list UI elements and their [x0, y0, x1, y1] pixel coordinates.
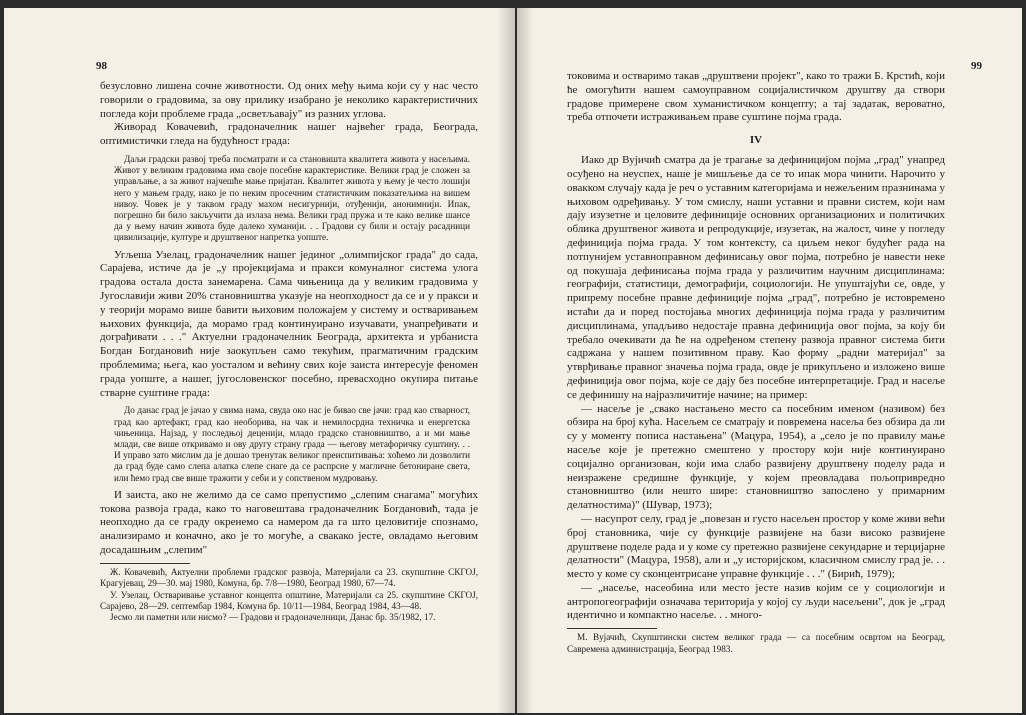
footnote: М. Вујачић, Скупштински систем великог града — са посебним освртом на Београд, Савремена администрација, Београд 1983. [567, 632, 945, 654]
left-page [4, 8, 515, 713]
definition-item: — насеље је „свако настањено место са посебним именом (називом) без обзира на број кућа. Насељем се сматрају и повремена насеља без обзира да ли су у моменту пописа настањена" (Мацура, 1954), а „село је по правилу мање насеље које је претежно смештено у простору који није континуирано социјално организован, који има слабо развијену друштвену поделу рада и неизражене средишне функције, у којем преовладава пољопривредно становништво (или нешто шире: становништво запослено у примарним делатностима)" (Шувар, 1973); [567, 402, 945, 512]
paragraph: Угљеша Узелац, градоначелник нашег јединог „олимпијског града" до сада, Сарајева, истиче да је „у пројекцијама и пракси комуналног система улога градова остала доста занемарена. Сама чињеница да у великим градовима у Југославији живи 20% становништва указује на неопходност да се и у пракси и у теорији морамо више бавити њиховим положајем у систему и остваривањем њихових функција, да морамо град континуирано изучавати, унапређивати и дограђивати . . ." Актуелни градоначелник Београда, архитекта и урбаниста Богдан Богдановић није заокупљен само текућим, прагматичним градским проблемима; њега, као уосталом и већину свих које заиста интересује феномен града уопште, а нашег, југословенског посебно, превасходно окупира питање стварне суштине града: [100, 248, 478, 399]
section-heading: IV [749, 134, 763, 147]
definition-item: — насупрот селу, град је „повезан и густо насељен простор у коме живи већи број становника, чије су функције развијене на бази високо развијене друштвене поделе рада и у коме су претежно развијене секундарне и терцијарне делатности" (Мацура, 1958), али и „у историјском, класичном смислу град је. . . место у коме су сконцентрисане управне функције . . ." (Бирић, 1979); [567, 512, 945, 581]
paragraph: Иако др Вујичић сматра да је трагање за дефиницијом појма „град" унапред осуђено на неуспех, наше је мишљење да се то ипак мора чинити. Нарочито у овакком случају када је реч о уставним категоријама и нежељеним празнинама у њиховом одређивању. У том смислу, наши уставни и правни систем, који нам дају изузетне и целовите дефиниције основних организационих и политичких облика друштвеног живота и репродукције, изузетак, на жалост, чине у погледу дефиниција појма града. У том контексту, са циљем неког будућег рада на потпунијем уставноправном дефинисању овог појма, потребно је навести неке од покушаја дефинисања појма града у различитим научним дисциплинама: географији, статистици, демографији, социологији. Не упуштајући се, овде, у припрему посебне правне дефиниције појма „град", потребно је истовремено истаћи да и поред постојања многих дефиниција појма града у различитим дисциплинама, упадљиво недостаје правна дефиниција овог појма, за коју би требало очекивати да ће на одређеном степену развоја правног система бити садржана у нашем позитивном праву. Као форму „радни материјал" за утврђивање правног значења појма града, овде је прикупљено и изложено више дефиниција овог појма, које се дају без посебне интерпретације. Град и насеље се дефинишу на најразличитије начине; на пример: [567, 154, 945, 401]
gutter-shadow [517, 8, 533, 713]
footnote: Ж. Ковачевић, Актуелни проблеми градског развоја, Материјали са 23. скупштине СКГОЈ, Крагујевац, 29—30. мај 1980, Комуна, бр. 7/8—1980, Београд 1980, 67—74. [100, 566, 478, 589]
quote-text: До данас град је јачао у свима нама, свуда око нас је бивао све јачи: град као стварност, град као артефакт, град као необорива, на чак и немилосрдна техничка и енергетска чињеница. Најзад, у последњој деценији, младо градско становништво, а и ми мање млади, све више откривамо и ову другу страну града — његову метафоричку суштину. . . И управо зато мислим да је дошао тренутак великог преиспитивања: хоћемо ли дозволити да град буде само слепа алатка слепе снаге да се распрсне у магличне бетониране света, или ћемо град све више тражити у себи и у сопственом мудровању. [114, 405, 470, 483]
paragraph: безусловно лишена сочне животности. Од оних међу њима који су у нас често говорили о градовима, за ову прилику изабрано је неколико карактеристичних погледа који проблеме града „осветљавају" из разних углова. [100, 80, 478, 120]
page-number: 99 [971, 60, 982, 72]
footnote: У. Узелац, Остваривање уставног концепта општине, Материјали са 25. скупштине СКГОЈ, Сарајево, 28—29. септембар 1984, Комуна бр. 10/11—1984, Београд 1984, 43—48. [100, 589, 478, 611]
text-column [100, 80, 478, 624]
gutter-shadow [497, 8, 515, 713]
right-page [517, 8, 1022, 713]
block-quote [114, 405, 470, 483]
paragraph: И заиста, ако не желимо да се само препустимо „слепим снагама" могућих токова развоја града, како то наговештава градоначелник Богдановић, тада је неопходно да се граду окренемо са намером да га што целовитије спознамо, анализирамо и коначно, ако је то могуће, а свакако јесте, овладамо његовим досадашњим „слепим" [100, 488, 478, 556]
paragraph: Живорад Ковачевић, градоначелник нашег највећег града, Београда, оптимистички гледа на будућност града: [100, 121, 478, 148]
paragraph: токовима и остваримо такав „друштвени пројект", како то тражи Б. Крстић, који ће омогућити нашем самоуправном социјалистичком друштву да створи градове примерене свом хуманистичком концепту; а тај задатак, вероватно, треба отпочети истраживањем праве суштине појма града. [567, 70, 945, 124]
footnote: Јесмо ли паметни или нисмо? — Градови и градоначелници, Данас бр. 35/1982, 17. [110, 612, 436, 623]
block-quote [114, 154, 470, 244]
page-number: 98 [96, 60, 107, 72]
footnote-rule [100, 563, 190, 564]
definition-item: — „насеље, насеобина или место јесте назив којим се у социологији и антропогеографији означава територија у којој су људи насељени", док је „град идентично и компактно насеље. . . много- [567, 581, 945, 622]
quote-text: Даљи градски развој треба посматрати и са становишта квалитета живота у насељима. Живот у великим градовима има своје посебне карактеристике. Велики град је сложен за управљање, а за живот најчешће мање пријатан. Квалитет живота у њему је често лошији него у мањем граду, иако је по неким просечним статистичким показатељима на вишем нивоу. Човек је у таквом граду махом несигурнији, отуђенији, анонимнији. Ипак, погрешно би било закључити да излаза нема. Велики град пружа и те како велике шансе да у њему начин живота буде далеко хуманији. . . Градови су били и остају расадници цивилизације, културе и друштвеног напретка уопште. [114, 153, 470, 243]
text-column [567, 70, 945, 655]
footnote-rule [567, 628, 657, 629]
